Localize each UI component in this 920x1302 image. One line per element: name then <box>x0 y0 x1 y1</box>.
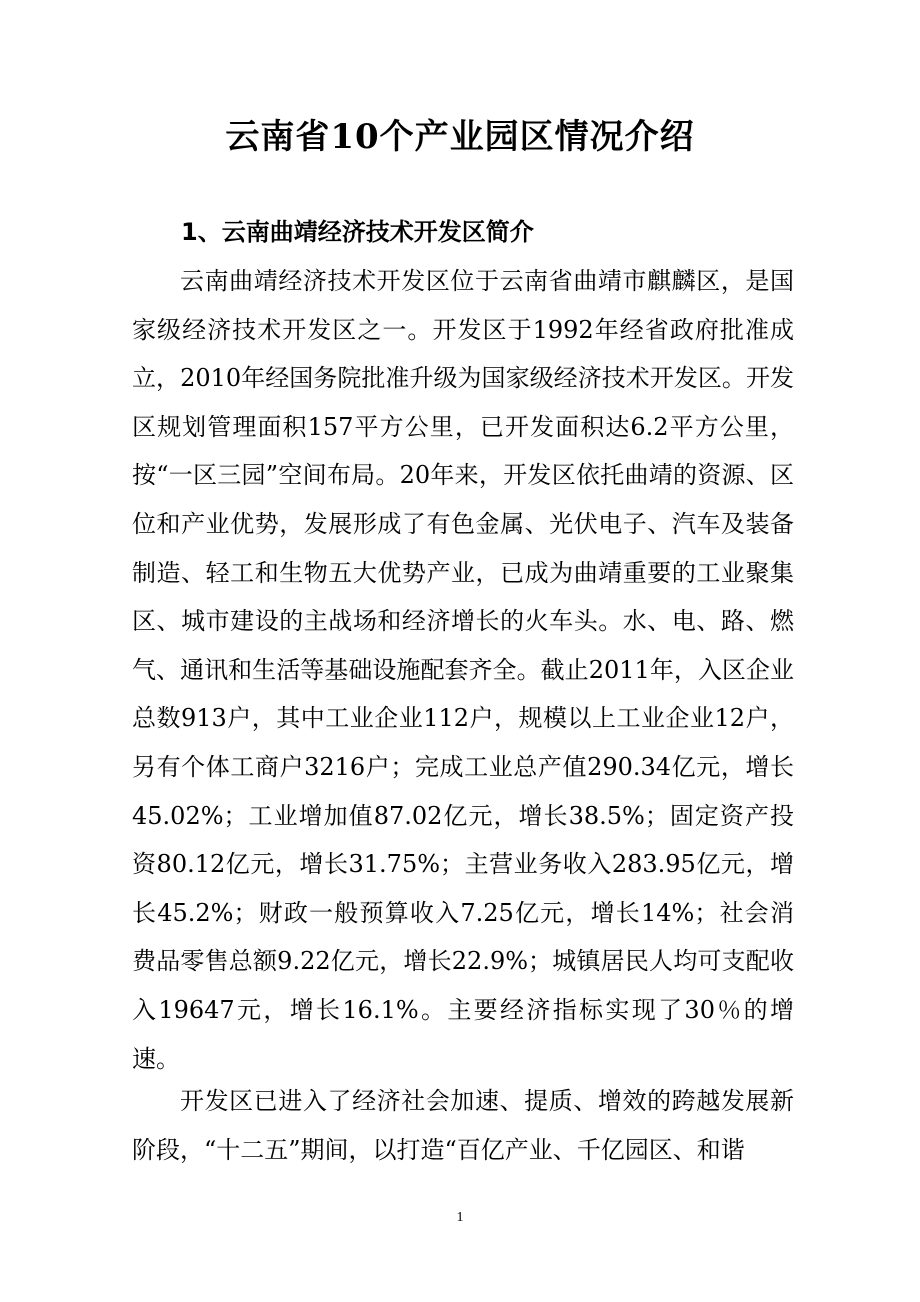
body-paragraph: 开发区已进入了经济社会加速、提质、增效的跨越发展新阶段，“十二五”期间，以打造“百亿产业、千亿园区、和谐 <box>132 1087 794 1164</box>
page-number: 1 <box>456 1210 464 1225</box>
section-heading: 1、云南曲靖经济技术开发区简介 <box>181 218 534 246</box>
body-paragraph: 云南曲靖经济技术开发区位于云南省曲靖市麒麟区，是国家级经济技术开发区之一。开发区于1992年经省政府批准成立，2010年经国务院批准升级为国家级经济技术开发区。开发区规划管理面积157平方公里，已开发面积达6.2平方公里，按“一区三园”空间布局。20年来，开发区依托曲靖的资源、区位和产业优势，发展形成了有色金属、光伏电子、汽车及装备制造、轻工和生物五大优势产业，已成为曲靖重要的工业聚集区、城市建设的主战场和经济增长的火车头。水、电、路、燃气、通讯和生活等基础设施配套齐全。截止2011年，入区企业总数913户，其中工业企业112户，规模以上工业企业12户，另有个体工商户3216户；完成工业总产值290.34亿元，增长45.02%；工业增加值87.02亿元，增长38.5%；固定资产投资80.12亿元，增长31.75%；主营业务收入283.95亿元，增长45.2%；财政一般预算收入7.25亿元，增长14%；社会消费品零售总额9.22亿元，增长22.9%；城镇居民人均可支配收入19647元，增长16.1%。主要经济指标实现了30％的增速。 <box>132 267 794 1073</box>
document-title: 云南省10个产业园区情况介绍 <box>225 117 695 157</box>
